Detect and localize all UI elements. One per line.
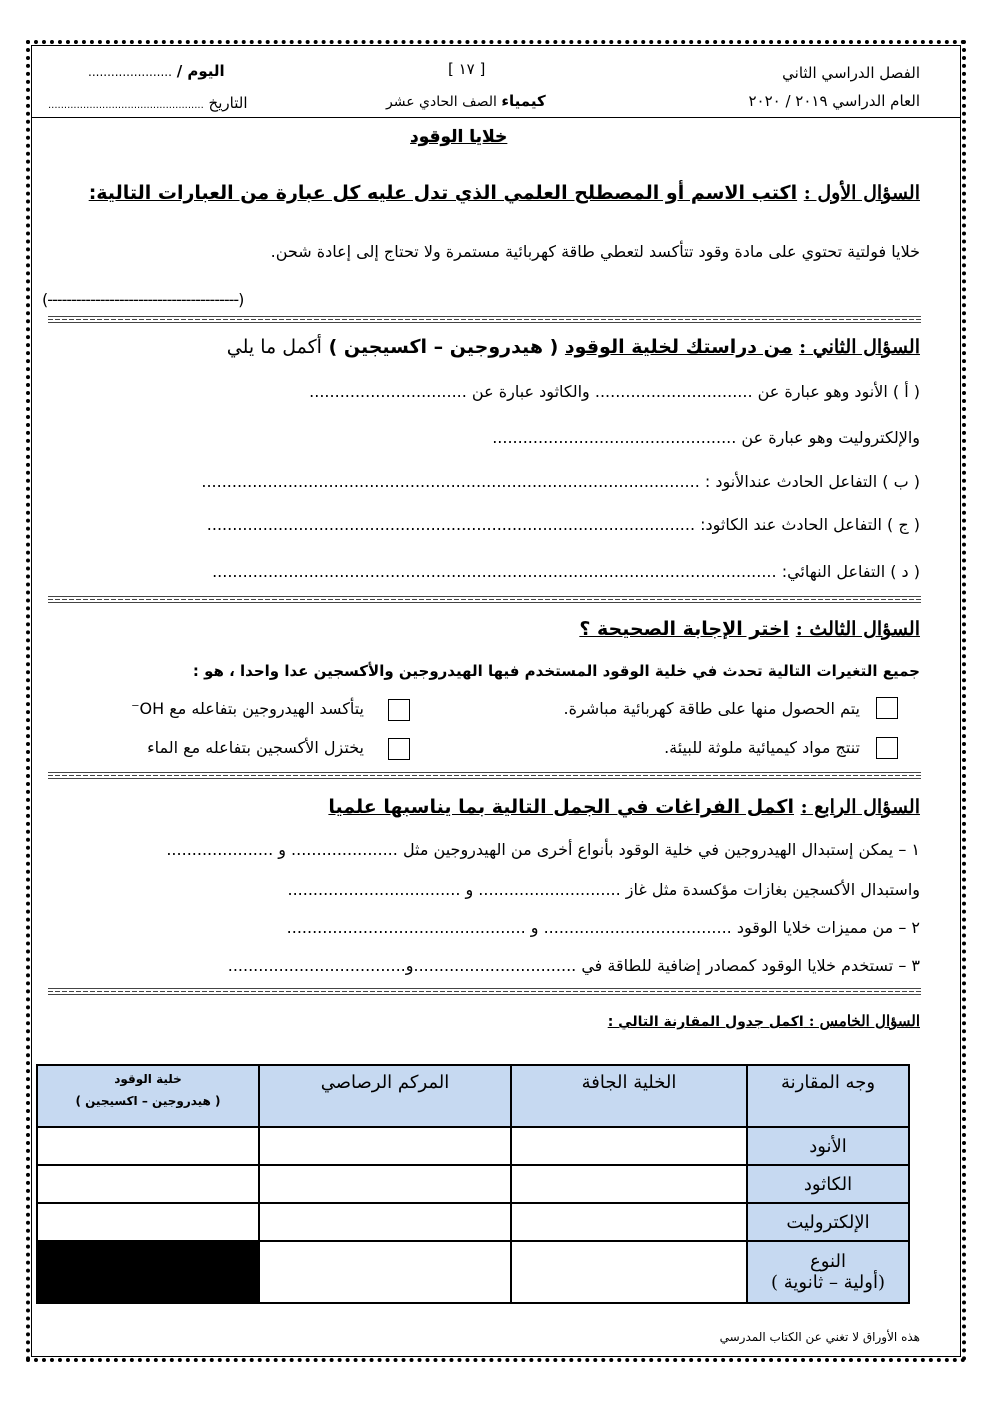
table-header-row — [37, 1065, 909, 1127]
q4-heading — [328, 796, 920, 818]
year-value: ٢٠١٩ / ٢٠٢٠ — [748, 92, 828, 110]
date-field — [48, 94, 247, 112]
q3-option-4-checkbox[interactable] — [388, 738, 410, 760]
q3-label: السؤال الثالث : — [795, 618, 920, 640]
semester-label: الفصل الدراسي الثاني — [782, 64, 920, 82]
q3-instruction: اختر الإجابة الصحيحة ؟ — [579, 618, 790, 640]
q1-answer-blank: (----------------------------------------) — [42, 290, 244, 309]
q5-instruction: اكمل جدول المقارنة التالي : — [607, 1014, 804, 1030]
q4-line-4: ٣ – تستخدم خلايا الوقود كمصادر إضافية للطاقة في ................................و................................... — [227, 956, 920, 975]
page-title: خلايا الوقود — [410, 127, 508, 147]
row-electrolyte-label: الإلكتروليت — [747, 1203, 909, 1241]
separator-2 — [48, 596, 921, 603]
q2-instruction: من دراستك لخلية الوقود — [564, 336, 793, 358]
q2-line-d: ( د ) التفاعل النهائي: ............................................................................................................... — [212, 562, 920, 581]
q1-label: السؤال الأول : — [803, 182, 920, 204]
cell-type-fuel-blocked — [37, 1241, 259, 1303]
day-dots: ...................... — [88, 65, 172, 79]
q2-line-c: ( ج ) التفاعل الحادث عند الكاثود: ................................................................................................ — [206, 515, 920, 534]
q3-option-3-checkbox[interactable] — [876, 737, 898, 759]
header-fuel-cell-title: خلية الوقود — [114, 1072, 182, 1086]
q5-heading — [608, 1012, 920, 1030]
separator-4 — [48, 988, 921, 995]
cell-cathode-fuel[interactable] — [37, 1165, 259, 1203]
header-lead-accumulator: المركم الرصاصي — [259, 1065, 511, 1127]
table-row — [37, 1127, 909, 1165]
q3-option-2-text: يتأكسد الهيدروجين بتفاعله مع OH⁻ — [131, 699, 364, 718]
q3-option-4-text: يختزل الأكسجين بتفاعله مع الماء — [147, 738, 364, 757]
day-label: اليوم / — [176, 62, 225, 80]
header-divider — [31, 117, 961, 118]
subject-name: كيمياء — [501, 92, 546, 110]
q3-stem: جميع التغيرات التالية تحدث في خلية الوقود المستخدم فيها الهيدروجين والأكسجين عدا واحدا ، هو : — [192, 662, 920, 680]
q5-label: السؤال الخامس : — [808, 1012, 920, 1030]
page-number: [ ١٧ ] — [448, 60, 486, 78]
cell-cathode-dry[interactable] — [511, 1165, 747, 1203]
q2-line-b: ( ب ) التفاعل الحادث عندالأنود : .................................................................................................. — [201, 472, 920, 491]
date-label: التاريخ — [208, 94, 248, 112]
header-fuel-cell-subtitle: ( هيدروجين – اكسيجين ) — [75, 1094, 221, 1108]
academic-year — [748, 92, 920, 110]
cell-anode-lead[interactable] — [259, 1127, 511, 1165]
q2-heading — [227, 336, 920, 358]
table-row — [37, 1165, 909, 1203]
q2-line-a2: والإلكتروليت وهو عبارة عن ................................................ — [492, 428, 920, 447]
table-row — [37, 1241, 909, 1303]
cell-type-lead[interactable] — [259, 1241, 511, 1303]
footer-note: هذه الأوراق لا تغني عن الكتاب المدرسي — [719, 1330, 920, 1344]
q2-cell-type: ( هيدروجين – اكسيجين ) — [328, 336, 559, 358]
q4-instruction: اكمل الفراغات في الجمل التالية بما يناسبها علميا — [328, 796, 794, 818]
q1-heading — [89, 182, 920, 204]
header-fuel-cell — [37, 1065, 259, 1127]
q4-line-2: واستبدال الأكسجين بغازات مؤكسدة مثل غاز ............................ و .................................. — [287, 880, 920, 899]
header-dry-cell: الخلية الجافة — [511, 1065, 747, 1127]
q2-line-a1: ( أ ) الأنود وهو عبارة عن ............................... والكاثود عبارة عن ............................... — [309, 382, 920, 401]
q3-option-1-checkbox[interactable] — [876, 697, 898, 719]
date-dots: ................................................. — [48, 100, 204, 111]
subject-grade — [386, 92, 546, 110]
table-row — [37, 1203, 909, 1241]
q3-option-1-text: يتم الحصول منها على طاقة كهربائية مباشرة. — [563, 699, 860, 718]
row-cathode-label: الكاثود — [747, 1165, 909, 1203]
cell-electrolyte-lead[interactable] — [259, 1203, 511, 1241]
cell-anode-dry[interactable] — [511, 1127, 747, 1165]
cell-electrolyte-dry[interactable] — [511, 1203, 747, 1241]
cell-type-dry[interactable] — [511, 1241, 747, 1303]
separator-1 — [48, 316, 921, 323]
q4-label: السؤال الرابع : — [800, 796, 920, 818]
separator-3 — [48, 772, 921, 779]
q1-statement: خلايا فولتية تحتوي على مادة وقود تتأكسد لتعطي طاقة كهربائية مستمرة ولا تحتاج إلى إعادة شحن. — [270, 242, 920, 261]
row-type-options: (أولية – ثانوية ) — [771, 1272, 885, 1293]
q2-complete: أكمل ما يلي — [226, 336, 322, 358]
header-comparison-aspect: وجه المقارنة — [747, 1065, 909, 1127]
q3-option-3-text: تنتج مواد كيميائية ملوثة للبيئة. — [664, 738, 860, 757]
comparison-table — [36, 1064, 910, 1304]
cell-electrolyte-fuel[interactable] — [37, 1203, 259, 1241]
row-type-title: النوع — [810, 1251, 846, 1272]
cell-anode-fuel[interactable] — [37, 1127, 259, 1165]
grade-name: الصف الحادي عشر — [386, 94, 497, 110]
year-label: العام الدراسي — [832, 92, 920, 110]
q1-instruction: اكتب الاسم أو المصطلح العلمي الذي تدل عليه كل عبارة من العبارات التالية: — [88, 182, 798, 204]
q3-option-2-checkbox[interactable] — [388, 699, 410, 721]
day-field — [88, 62, 225, 80]
q2-label: السؤال الثاني : — [799, 336, 920, 358]
q4-line-1: ١ – يمكن إستبدال الهيدروجين في خلية الوقود بأنواع أخرى من الهيدروجين مثل ..................... و ..................... — [166, 840, 920, 859]
q3-heading — [579, 618, 920, 640]
row-type-label — [747, 1241, 909, 1303]
row-anode-label: الأنود — [747, 1127, 909, 1165]
q4-line-3: ٢ – من مميزات خلايا الوقود ..................................... و ............................................... — [286, 918, 920, 937]
cell-cathode-lead[interactable] — [259, 1165, 511, 1203]
